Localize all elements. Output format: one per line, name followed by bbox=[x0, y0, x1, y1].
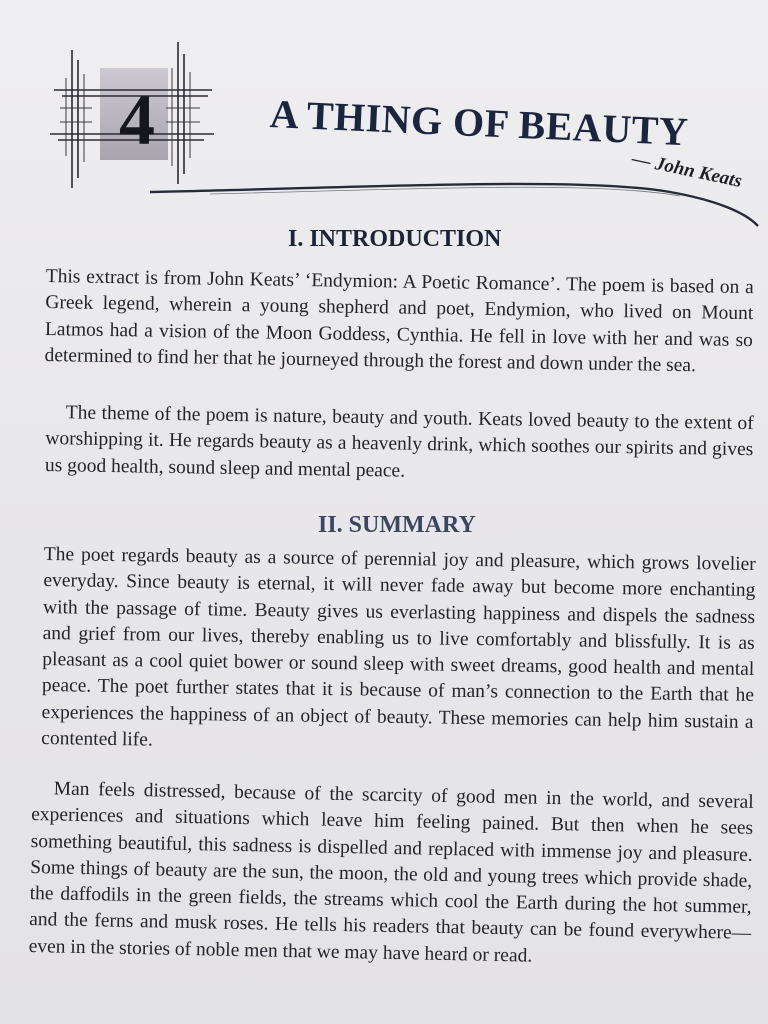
section-heading-summary: II. SUMMARY bbox=[318, 512, 476, 538]
chapter-title: A THING OF BEAUTY bbox=[269, 91, 690, 155]
section-heading-introduction: I. INTRODUCTION bbox=[288, 226, 502, 252]
summary-paragraph-1: The poet regards beauty as a source of perennial joy and pleasure, which grows lovelier everyday. Since beauty is eternal, it will never fade away but become more enchanting with the passage of time. Beauty gives us everlasting happiness and dispels the sadness and grief from our lives, thereby enabling us to live comfortably and blissfully. It is as pleasant as a cool quiet bower or sound sleep with sweet dreams, good health and mental peace. The poet further states that it is because of man’s connection to the Earth that he experiences the happiness of an object of beauty. These memories can help him sustain a contented life. bbox=[41, 543, 756, 751]
introduction-paragraph-1: This extract is from John Keats’ ‘Endymion: A Poetic Romance’. The poem is based on a Greek legend, wherein a young shepherd and poet, Endymion, who lived on Mount Latmos had a vision of the Moon Goddess, Cynthia. He fell in love with her and was so determined to find her that he journeyed through the forest and down under the sea. bbox=[44, 265, 754, 377]
introduction-paragraph-2: The theme of the poem is nature, beauty and youth. Keats loved beauty to the extent of worshipping it. He regards beauty as a heavenly drink, which soothes our spirits and gives us good health, sound sleep and mental peace. bbox=[44, 402, 754, 482]
chapter-number: 4 bbox=[119, 80, 155, 160]
title-swoosh-divider bbox=[150, 170, 760, 230]
author-name: — John Keats bbox=[629, 148, 744, 193]
summary-paragraph-2: Man feels distressed, because of the scarcity of good men in the world, and several experiences and situations which leave him feeling pained. But then when he sees something beautiful, this sadness is dispelled and replaced with immense joy and pleasure. Some things of beauty are the sun, the moon, the old and young trees which provide shade, the daffodils in the green fields, the streams which cool the Earth during the hot summer, and the ferns and musk roses. He tells his readers that beauty can be found everywhere—even in the stories of noble men that we may have heard or read. bbox=[28, 778, 754, 967]
